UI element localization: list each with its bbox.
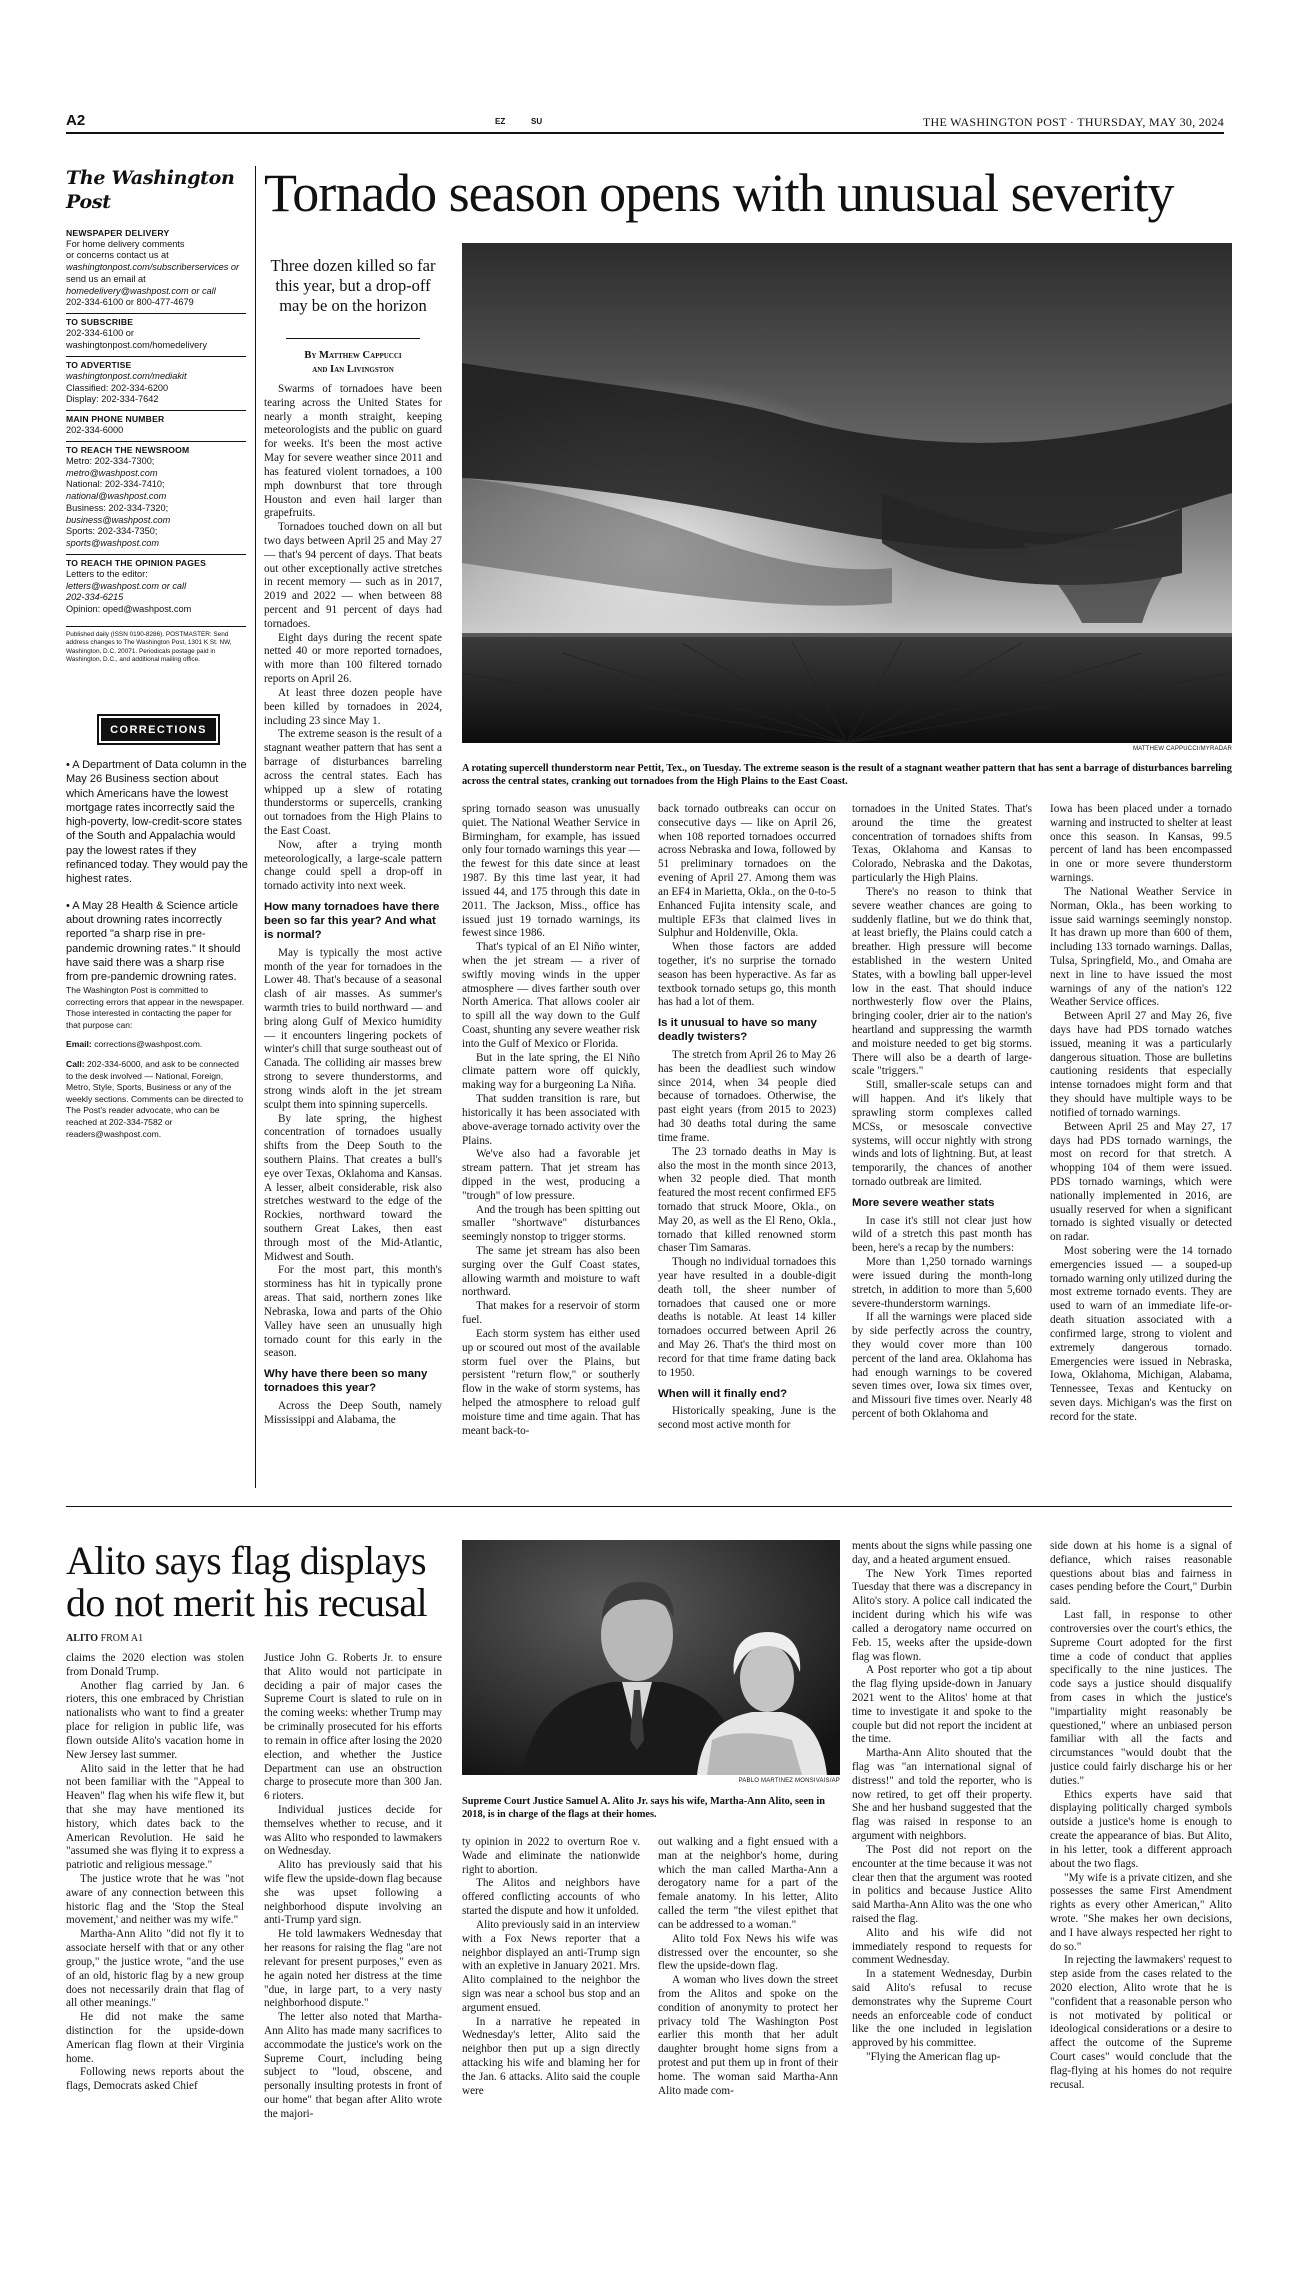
paragraph: In rejecting the lawmakers' request to step aside from the cases related to the 2020 election, Alito wrote that he is "confident that a reasonable person who is not motivated by political or ideological considerations or a desire to affect the outcome of the Supreme Court cases" would conclude that the flag-flying at his homes do not require recusal. [1050,1954,1232,2091]
paragraph: side down at his home is a signal of defiance, which raises reasonable questions about bias and fairness in cases pending before the Court," Durbin said. [1050,1540,1232,1608]
paragraph: There's no reason to think that severe weather chances are going to suddenly flatline, but we do think that, at least briefly, the Plains could catch a breather. High pressure will become established in the western United States, with a bowling ball upper-level low in the east. That should induce northwesterly flow over the Plains, bringing cooler, drier air to the nation's heartland and suppressing the warmth and moisture needed to get big storms. There will also be a dearth of large-scale "triggers." [852,885,1032,1078]
paragraph: Across the Deep South, namely Mississippi and Alabama, the [264,1399,442,1426]
paragraph: tornadoes in the United States. That's around the time the greatest concentration of tornadoes shifts from Texas, Oklahoma and Kansas to Colorado, Nebraska and the Dakotas, particularly the High Plains. [852,803,1032,885]
alito-photo-credit: PABLO MARTINEZ MONSIVAIS/AP [738,1778,840,1784]
contact-line: Business: 202-334-7320; [66,502,169,513]
paragraph: The same jet stream has also been surging over the Gulf Coast states, allowing warmth and moisture to waft northward. [462,1245,640,1299]
corrections-policy: The Washington Post is committed to correcting errors that appear in the newspaper. Those interested in contacting the paper for that purpose can: [66,985,245,1030]
tornado-column-1 [264,383,442,1488]
paragraph: The letter also noted that Martha-Ann Alito has made many sacrifices to accommodate the justice's work on the Supreme Court, including being subject to "loud, obscene, and personally insulting protests in front of our home" that began after Alito wrote the majori- [264,2011,442,2120]
paragraph: The extreme season is the result of a stagnant weather pattern that has sent a barrage of disturbances barreling across the central states. Each has whipped up a slew of rotating thunderstorms or supercells, cranking out tornadoes from the High Plains to the East Coast. [264,728,442,837]
paragraph: Historically speaking, June is the second most active month for [658,1405,836,1432]
paragraph: ty opinion in 2022 to overturn Roe v. Wade and eliminate the nationwide right to abortion. [462,1836,640,1876]
contact-line: washingtonpost.com/mediakit [66,370,187,381]
paragraph: Still, smaller-scale setups can and will happen. And it's likely that sprawling storm complexes called MCSs, or mesoscale convective systems, will occur nightly with strong winds and lots of lightning. But, at least temporarily, the chances of another tornado outbreak are limited. [852,1079,1032,1188]
paragraph: Martha-Ann Alito "did not fly it to associate herself with that or any other group," the justice wrote, "and the use of an old, historic flag by a new group does not necessarily drain that flag of all other meanings." [66,1928,244,2010]
paragraph: If all the warnings were placed side by side perfectly across the country, they would cover more than 100 percent of the land area. Oklahoma has had enough warnings to be covered seven times over, Iowa six times over, and Missouri five times over. Nearly 48 percent of both Oklahoma and [852,1311,1032,1421]
tornado-column-3 [658,803,836,1488]
tornado-column-5 [1050,803,1232,1488]
paragraph: Between April 25 and May 27, 17 days had PDS tornado warnings, the most on record for that stretch. A whopping 104 of them were issued. PDS tornado warnings, which were nationally implemented in 2016, are usually reserved for when a significant tornado is sighted visually or detected on radar. [1050,1120,1232,1244]
contact-sections [66,225,246,616]
paragraph: The Post did not report on the encounter at the time because it was not clear then that the argument was rooted in politics and because Justice Alito said Martha-Ann Alito was the one who raised the flag. [852,1843,1032,1925]
contact-section-heading: NEWSPAPER DELIVERY [66,227,170,238]
page-number: A2 [66,112,86,129]
paragraph: Most sobering were the 14 tornado emergencies issued — a souped-up tornado warning only utilized during the most extreme tornado events. They are used to warn of an immediate life-or-death situation associated with a confirmed large, strong to violent and extremely dangerous tornado. Emergencies were issued in Nebraska, Iowa, Oklahoma, Michigan, Alabama, Tennessee, Texas and Kentucky on seven days. Michigan's was the first on record for the state. [1050,1245,1232,1423]
contact-section [66,313,246,352]
subhead: Is it unusual to have so many deadly twisters? [658,1017,817,1044]
contact-section-heading: TO REACH THE OPINION PAGES [66,557,207,568]
paragraph: Now, after a trying month meteorologically, a large-scale pattern change could spell a drop-off in tornado activity into next week. [264,838,442,893]
alito-column-6 [1050,1540,1232,2217]
paragraph: Eight days during the recent spate netted 40 or more reported tornadoes, with more than 100 filtered tornado reports on April 26. [264,631,442,686]
alito-column-4 [658,1836,838,2217]
contact-line: metro@washpost.com [66,467,158,478]
alito-column-1 [66,1652,244,2217]
contact-line: For home delivery comments [66,238,185,249]
contact-line: 202-334-6000 [66,425,124,436]
corrections-list [66,758,248,996]
paragraph: The 23 tornado deaths in May is also the most in the month since 2013, when 32 people died. That month featured the most recent confirmed EF5 tornado that struck Moore, Okla., on May 20, as well as the El Reno, Okla., tornado that killed renowned storm chaser Tim Samaras. [658,1145,836,1255]
paragraph: In case it's still not clear just how wild of a stretch this past month has been, here's a recap by the numbers: [852,1214,1032,1255]
paragraph: More than 1,250 tornado warnings were issued during the month-long stretch, in addition to more than 5,600 severe-thunderstorm warnings. [852,1256,1032,1310]
paragraph: The justice wrote that he was "not aware of any connection between this historic flag and the 'Stop the Steal movement,' and neither was my wife." [66,1873,244,1927]
paragraph: The stretch from April 26 to May 26 has been the deadliest such window since 2014, when 34 people died because of tornadoes. Otherwise, the past eight years (from 2015 to 2023) had 30 deaths total during the same time frame. [658,1049,836,1144]
contact-section-heading: TO ADVERTISE [66,359,132,370]
paragraph: But in the late spring, the El Niño climate pattern wore off quickly, making way for a burgeoning La Niña. [462,1051,640,1092]
tornado-column-4 [852,803,1032,1488]
photo-credit: MATTHEW CAPPUCCI/MYRADAR [1132,746,1232,752]
alito-column-5 [852,1540,1032,2217]
alito-image [462,1540,840,1775]
supercell-image [462,243,1232,743]
contact-line: letters@washpost.com or call [66,580,187,591]
paragraph: Alito and his wife did not immediately respond to requests for comment Wednesday. [852,1926,1032,1967]
paragraph: The New York Times reported Tuesday that there was a discrepancy in Alito's story. A police call indicated the incident during which his wife was called a derogatory name occurred on Feb. 15, weeks after the upside-down flag was flown. [852,1567,1032,1663]
contact-line: Metro: 202-334-7300; [66,455,155,466]
paragraph: A Post reporter who got a tip about the flag flying upside-down in January 2021 went to the Alitos' home at that time to investigate it and spoke to the couple but did not report the incident at the time. [852,1664,1032,1746]
paragraph: May is typically the most active month of the year for tornadoes in the Lower 48. That's because of a seasonal clash of air masses. As summer's warmth tries to build northward — and bring along Gulf of Mexico humidity — it encounters lingering pockets of winter's chill that surge southeast out of Canada. The colliding air masses brew strong to severe thunderstorms, and strong winds aloft in the jet stream sculpt them into spinning supercells. [264,946,442,1111]
alito-column-3 [462,1836,640,2217]
paragraph: That's typical of an El Niño winter, when the jet stream — a river of swiftly moving winds in the upper atmosphere — dives farther south over North America. That allows cooler air to spill all the way down to the Gulf Coast, shunting any severe weather risk into the Gulf of Mexico or Florida. [462,941,640,1050]
contact-section [66,356,246,406]
paragraph: Martha-Ann Alito shouted that the flag was "an international signal of distress!" and told the reporter, who is now retired, to get off their property. She and her husband suggested that the flag was raised in response to an argument with neighbors. [852,1747,1032,1843]
deck-rule [286,338,420,339]
rail-divider [255,166,256,1488]
paragraph: We've also had a favorable jet stream pattern. That jet stream has dipped in the west, producing a "trough" of low pressure. [462,1148,640,1202]
paragraph: The Alitos and neighbors have offered conflicting accounts of who started the dispute and how it unfolded. [462,1877,640,1918]
paragraph: spring tornado season was unusually quiet. The National Weather Service in Birmingham, for example, has issued only four tornado warnings this year — the fewest for this date since at least 1987. By this time last year, it had issued 44, and 175 through this date in 2011. The Jackson, Miss., office has issued just 19 tornado warnings, its fewest since 1986. [462,803,640,940]
tornado-column-2 [462,803,640,1488]
contact-section-heading: TO SUBSCRIBE [66,317,134,328]
corrections-email-link[interactable]: corrections@washpost.com. [94,1039,203,1050]
paragraph: That sudden transition is rare, but historically it has been associated with above-average tornado activity over the Plains. [462,1093,640,1147]
paragraph: And the trough has been spitting out smaller "shortwave" disturbances seemingly nonstop to trigger storms. [462,1203,640,1244]
paragraph: "My wife is a private citizen, and she possesses the same First Amendment rights as every other American," Alito wrote. "She makes her own decisions, and I have always respected her right to do so." [1050,1871,1232,1953]
correction-item: • A May 28 Health & Science article about drowning rates incorrectly reported "a sharp rise in pre-pandemic drowning rates." It should have said there was a sharp rise from pre-pandemic drowning rates. [66,899,241,984]
corrections-email: Email: corrections@washpost.com. [66,1039,203,1050]
edition-code-1: EZ [495,117,506,126]
paragraph: Each storm system has either used up or scoured out most of the available storm fuel over the Plains, but persistent "return flow," or southerly flow in the wake of storm systems, has helped the atmosphere to reload gulf moisture time and time again. That has meant back-to- [462,1327,640,1437]
paragraph: When those factors are added together, it's no surprise the tornado season has been hyperactive. As far as textbook tornado setups go, this month has had a lot of them. [658,941,836,1009]
paragraph: Alito has previously said that his wife flew the upside-down flag because she was upset following a neighborhood dispute involving an anti-Trump yard sign. [264,1859,442,1927]
running-head: THE WASHINGTON POST · THURSDAY, MAY 30, 2024 [922,115,1224,129]
contact-section-heading: TO REACH THE NEWSROOM [66,444,190,455]
contact-section [66,441,246,550]
paragraph: For the most part, this month's storminess has hit in typically prone areas. That said, northern zones like Nebraska, Iowa and parts of the Ohio Valley have seen an unusually high tornado count for this early in the season. [264,1264,442,1360]
corrections-label: CORRECTIONS [101,718,216,741]
correction-item: • A Department of Data column in the May 26 Business section about which Americans have the lowest mortgage rates incorrectly said the high-poverty, low-credit-score states of the South and Appalachia would pay the lowest rates if they refinanced today. They would pay the highest rates. [66,759,248,886]
paragraph: "Flying the American flag up- [866,2051,1001,2064]
corrections-call: Call: 202-334-6000, and ask to be connected to the desk involved — National, Foreign, Metro, Style, Sports, Business or any of the weekly sections. Comments can be directed to The Post's reader advocate, who can be reached at 202-334-7582 or readers@washpost.com. [66,1058,244,1139]
edition-code-2: SU [531,117,543,126]
paragraph: Swarms of tornadoes have been tearing across the United States for nearly a month straight, keeping meteorologists and the public on guard for weeks. It's been the most active May for severe weather since 2011 and has featured violent tornadoes, a 100 mph downburst that tore through Houston and even hail larger than grapefruits. [264,383,442,520]
alito-column-2 [264,1652,442,2217]
contact-line: Display: 202-334-7642 [66,394,159,405]
subhead: More severe weather stats [852,1196,995,1209]
paragraph: That makes for a reservoir of storm fuel. [462,1300,640,1327]
supercell-photo [462,243,1232,743]
contact-section [66,225,246,310]
subhead: When will it finally end? [658,1387,788,1400]
paragraph: back tornado outbreaks can occur on consecutive days — like on April 26, when 108 reported tornadoes occurred across Nebraska and Iowa, followed by 51 preliminary tornadoes on the evening of April 27. Among them was an EF4 in Marietta, Okla., on the 0-to-5 Enhanced Fujita intensity scale, and multiple EF3s that claimed lives in Sulphur and Holdenville, Okla. [658,803,836,940]
contact-line: Opinion: oped@washpost.com [66,604,192,615]
paragraph: Alito told Fox News his wife was distressed over the encounter, so she flew the upside-down flag. [658,1932,838,1973]
corrections-contact [66,985,248,1148]
paragraph: Following news reports about the flags, Democrats asked Chief [66,2066,244,2093]
contact-line: Classified: 202-334-6200 [66,382,169,393]
paragraph: Justice John G. Roberts Jr. to ensure that Alito would not participate in deciding a pair of major cases the Supreme Court is slated to rule on in the coming weeks: whether Trump may be criminally prosecuted for his efforts to remain in office after losing the 2020 election, and whether the Justice Department can use an obstruction charge to prosecute more than 300 Jan. 6 rioters. [264,1652,442,1803]
alito-photo-caption: Supreme Court Justice Samuel A. Alito Jr. says his wife, Martha-Ann Alito, seen in 2018, is in charge of the flags at their homes. [462,1796,825,1821]
paragraph: By late spring, the highest concentration of tornadoes usually shifts from the Deep South to the southern Plains. That creates a bull's eye over Texas, Oklahoma and Kansas. A lesser, albeit considerable, risk also stretches westward to the edge of the Rockies, northward toward the southern Great Lakes, then east through most of the Mid-Atlantic, Midwest and South. [264,1112,442,1263]
paragraph: He told lawmakers Wednesday that her reasons for raising the flag "are not relevant for present purposes," even as he again noted her distress at the time "due, in large part, to a very nasty neighborhood dispute." [264,1928,442,2010]
paragraph: In a statement Wednesday, Durbin said Alito's refusal to recuse demonstrates why the Supreme Court needs an enforceable code of conduct like the one included in legislation approved by his committee. [852,1968,1032,2050]
paragraph: In a narrative he repeated in Wednesday's letter, Alito said the neighbor then put up a sign directly attacking his wife and blaming her for the Jan. 6 attacks. Alito said the couple were [462,2015,640,2097]
paragraph: Another flag carried by Jan. 6 rioters, this one embraced by Christian nationalists who want to find a greater place for religion in public life, was flown outside Alito's vacation home in New Jersey last summer. [66,1679,244,1761]
contact-line: washingtonpost.com/subscriberservices or [66,262,240,273]
contact-line: sports@washpost.com [66,538,160,549]
tornado-byline: By Matthew Cappucci and Ian Livingston [304,350,402,375]
paragraph: He did not make the same distinction for the upside-down American flag flown at their Virginia home. [66,2011,244,2065]
contact-section-heading: MAIN PHONE NUMBER [66,414,165,425]
photo-caption: A rotating supercell thunderstorm near Pettit, Tex., on Tuesday. The extreme season is the result of a stagnant weather pattern that has sent a barrage of disturbances barreling across the central states, cranking out tornadoes from the High Plains to the East Coast. [462,763,1232,788]
paragraph: ments about the signs while passing one day, and a heated argument ensued. [852,1540,1032,1566]
contact-line: National: 202-334-7410; [66,479,165,490]
paragraph: Alito previously said in an interview with a Fox News reporter that a neighbor displayed an anti-Trump sign with an expletive in January 2021. Mrs. Alito complained to the neighbor the sign was near a school bus stop and an argument ensued. [462,1918,640,2014]
subhead: Why have there been so many tornadoes this year? [264,1368,428,1395]
contact-line: business@washpost.com [66,514,171,525]
paragraph: Tornadoes touched down on all but two days between April 25 and May 27 — that's 94 percent of days. That beats out other exceptionally active stretches in recent memory — such as in 2017, 2019 and 2022 — when between 88 percent and 91 percent of days had tornadoes. [264,521,442,630]
paragraph: The National Weather Service in Norman, Okla., has been working to issue said warnings seemingly nonstop. It has drawn up more than 600 of them, including 133 tornado warnings. Dallas, Tulsa, Springfield, Mo., and Omaha are next in line to have issued the most warnings of any of the nation's 122 Weather Service offices. [1050,885,1232,1009]
header-rule [66,132,1224,134]
contact-line: 202-334-6215 [66,592,124,603]
paragraph: A woman who lives down the street from the Alitos and spoke on the condition of anonymity to protect her privacy told The Washington Post earlier this month that her adult daughter brought home signs from a protest and put them up in front of their home. The woman said Martha-Ann Alito made com- [658,1974,838,2097]
story-divider [66,1506,1232,1507]
contact-line: homedelivery@washpost.com or call [66,285,216,296]
jump-slug: ALITO FROM A1 [66,1633,144,1644]
contact-line: 202-334-6100 or [66,328,134,339]
contact-line: 202-334-6100 or 800-477-4679 [66,297,194,308]
contact-section [66,554,246,616]
tornado-deck: Three dozen killed so far this year, but a drop-off may be on the horizon [270,256,436,315]
contact-rail [66,166,246,664]
contact-line: send us an email at [66,273,146,284]
alito-photo [462,1540,840,1775]
paragraph: Alito said in the letter that he had not been familiar with the "Appeal to Heaven" flag when his wife flew it, but that she may have mentioned its history, which dates back to the American Revolution. He said he "assumed she was flying it to express a patriotic and religious message." [66,1762,244,1872]
paragraph: Iowa has been placed under a tornado warning and instructed to shelter at least once this season. In Kansas, 99.5 percent of land has been encompassed in one or more severe thunderstorm warnings. [1050,803,1232,885]
paragraph: out walking and a fight ensued with a man at the neighbor's home, during which the man called Martha-Ann a derogatory name for a part of the female anatomy. In his letter, Alito called the term "the vilest epithet that can be addressed to a woman." [658,1836,838,1931]
paragraph: Individual justices decide for themselves whether to recuse, and it was Alito who responded to lawmakers on Wednesday. [264,1803,442,1858]
contact-line: Sports: 202-334-7350; [66,526,158,537]
paragraph: claims the 2020 election was stolen from Donald Trump. [66,1652,244,1678]
paragraph: Ethics experts have said that displaying politically charged symbols outside a justice's home is enough to create the appearance of bias. But Alito, in his letter, took a different approach about the two flags. [1050,1788,1232,1870]
paragraph: Between April 27 and May 26, five days have had PDS tornado watches issued, meaning it was a particularly dangerous situation. Those are bulletins cautioning residents that especially intense tornadoes might form and that they should have multiple ways to be notified of tornado warnings. [1050,1010,1232,1119]
contact-line: national@washpost.com [66,491,167,502]
paragraph: Last fall, in response to other controversies over the court's ethics, the Supreme Court adopted for the first time a code of conduct that applies specifically to the nine justices. The code says a justice should disqualify from cases in which the justice's "impartiality might reasonably be questioned," where an unbiased person familiar with all the facts and circumstances "would doubt that the justice could fairly discharge his or her duties." [1050,1609,1232,1787]
contact-line: washingtonpost.com/homedelivery [66,339,207,350]
paragraph: Though no individual tornadoes this year have resulted in a double-digit death toll, the sheer number of tornadoes that caused one or more deaths is notable. At least 14 killer tornadoes occurred between April 26 and May 26. That's the third most on record for that time frame dating back to 1950. [658,1256,836,1379]
contact-line: or concerns contact us at [66,250,169,261]
contact-line: Letters to the editor: [66,568,148,579]
subhead: How many tornadoes have there been so far this year? And what is normal? [264,901,440,941]
contact-section [66,410,246,437]
masthead-logo: The Washington Post [66,167,235,214]
alito-headline: Alito says flag displays do not merit his recusal [66,1538,428,1625]
postal-fine-print: Published daily (ISSN 0190-8286). POSTMASTER: Send address changes to The Washington Post, 1301 K St. NW, Washington, D.C. 20071. Periodicals postage paid in Washington, D.C., and additional mailing office. [66,626,246,664]
paragraph: At least three dozen people have been killed by tornadoes in 2024, including 23 since May 1. [264,686,442,727]
tornado-headline: Tornado season opens with unusual severity [264,163,1174,223]
